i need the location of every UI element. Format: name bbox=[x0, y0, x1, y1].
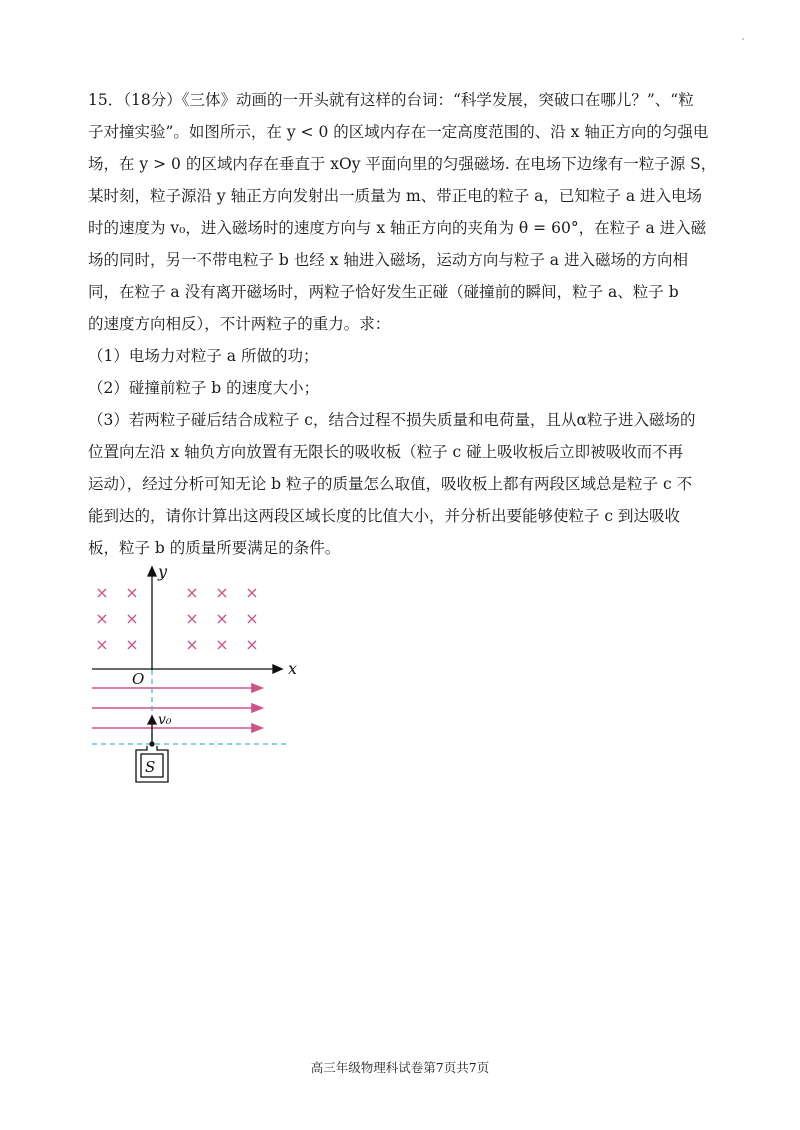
question-line: 位置向左沿 x 轴负方向放置有无限长的吸收板（粒子 c 碰上吸收板后立即被吸收而不再 bbox=[88, 443, 684, 461]
question-line: 板，粒子 b 的质量所要满足的条件。 bbox=[88, 539, 341, 557]
field-cross: × bbox=[185, 635, 199, 654]
field-cross: × bbox=[185, 609, 199, 628]
origin-label: O bbox=[132, 670, 145, 688]
field-cross: × bbox=[215, 635, 229, 654]
field-cross: × bbox=[245, 635, 259, 654]
question-line: 同，在粒子 a 没有离开磁场时，两粒子恰好发生正碰（碰撞前的瞬间，粒子 a、粒子 b bbox=[88, 283, 679, 301]
y-axis-label: y bbox=[158, 562, 168, 581]
question-line: 某时刻，粒子源沿 y 轴正方向发射出一质量为 m、带正电的粒子 a，已知粒子 a 进入电场 bbox=[88, 187, 703, 205]
field-cross: × bbox=[215, 609, 229, 628]
velocity-arrow bbox=[148, 716, 156, 742]
question-line: （2）碰撞前粒子 b 的速度大小； bbox=[88, 379, 320, 397]
question-line: 15．（18分）《三体》动画的一开头就有这样的台词：“科学发展，突破口在哪儿？”、“粒 bbox=[88, 91, 694, 109]
field-cross: × bbox=[125, 635, 139, 654]
velocity-label: v₀ bbox=[158, 712, 172, 728]
field-arrowhead-1 bbox=[252, 684, 262, 692]
y-axis-arrowhead bbox=[148, 567, 156, 576]
field-arrowhead-3 bbox=[252, 724, 262, 732]
field-cross: × bbox=[125, 609, 139, 628]
question-line: （1）电场力对粒子 a 所做的功； bbox=[88, 347, 319, 365]
page-footer: 高三年级物理科试卷第7页共7页 bbox=[310, 1060, 490, 1075]
question-line: 场，在 y > 0 的区域内存在垂直于 xOy 平面向里的匀强磁场. 在电场下边缘有一粒子源 S， bbox=[88, 155, 717, 173]
physics-diagram bbox=[88, 562, 318, 794]
launch-point bbox=[149, 741, 154, 746]
x-axis-label: x bbox=[288, 659, 298, 678]
x-axis-arrowhead bbox=[273, 665, 282, 673]
question-line: 场的同时，另一不带电粒子 b 也经 x 轴进入磁场，运动方向与粒子 a 进入磁场的方向相 bbox=[88, 251, 688, 269]
field-arrowhead-2 bbox=[252, 704, 262, 712]
question-line: （3）若两粒子碰后结合成粒子 c，结合过程不损失质量和电荷量，且从α粒子进入磁场的 bbox=[88, 411, 696, 429]
magnetic-field-crosses bbox=[95, 583, 258, 654]
field-cross: × bbox=[95, 635, 109, 654]
electric-field-lines bbox=[92, 684, 262, 732]
field-cross: × bbox=[125, 583, 139, 602]
field-cross: × bbox=[95, 609, 109, 628]
field-cross: × bbox=[185, 583, 199, 602]
field-cross: × bbox=[95, 583, 109, 602]
source-label: S bbox=[145, 758, 156, 776]
question-line: 的速度方向相反），不计两粒子的重力。求： bbox=[88, 315, 391, 333]
scan-speck bbox=[742, 38, 744, 40]
field-cross: × bbox=[245, 609, 259, 628]
field-cross: × bbox=[245, 583, 259, 602]
field-cross: × bbox=[215, 583, 229, 602]
question-line: 运动），经过分析可知无论 b 粒子的质量怎么取值，吸收板上都有两段区域总是粒子 c 不 bbox=[88, 475, 693, 493]
question-line: 能到达的，请你计算出这两段区域长度的比值大小，并分析出要能够使粒子 c 到达吸收 bbox=[88, 507, 681, 525]
question-line: 时的速度为 v₀，进入磁场时的速度方向与 x 轴正方向的夹角为 θ = 60°，在粒子 a 进入磁 bbox=[88, 219, 707, 237]
question-line: 子对撞实验”。如图所示，在 y < 0 的区域内存在一定高度范围的、沿 x 轴正方向的匀强电 bbox=[88, 123, 709, 141]
